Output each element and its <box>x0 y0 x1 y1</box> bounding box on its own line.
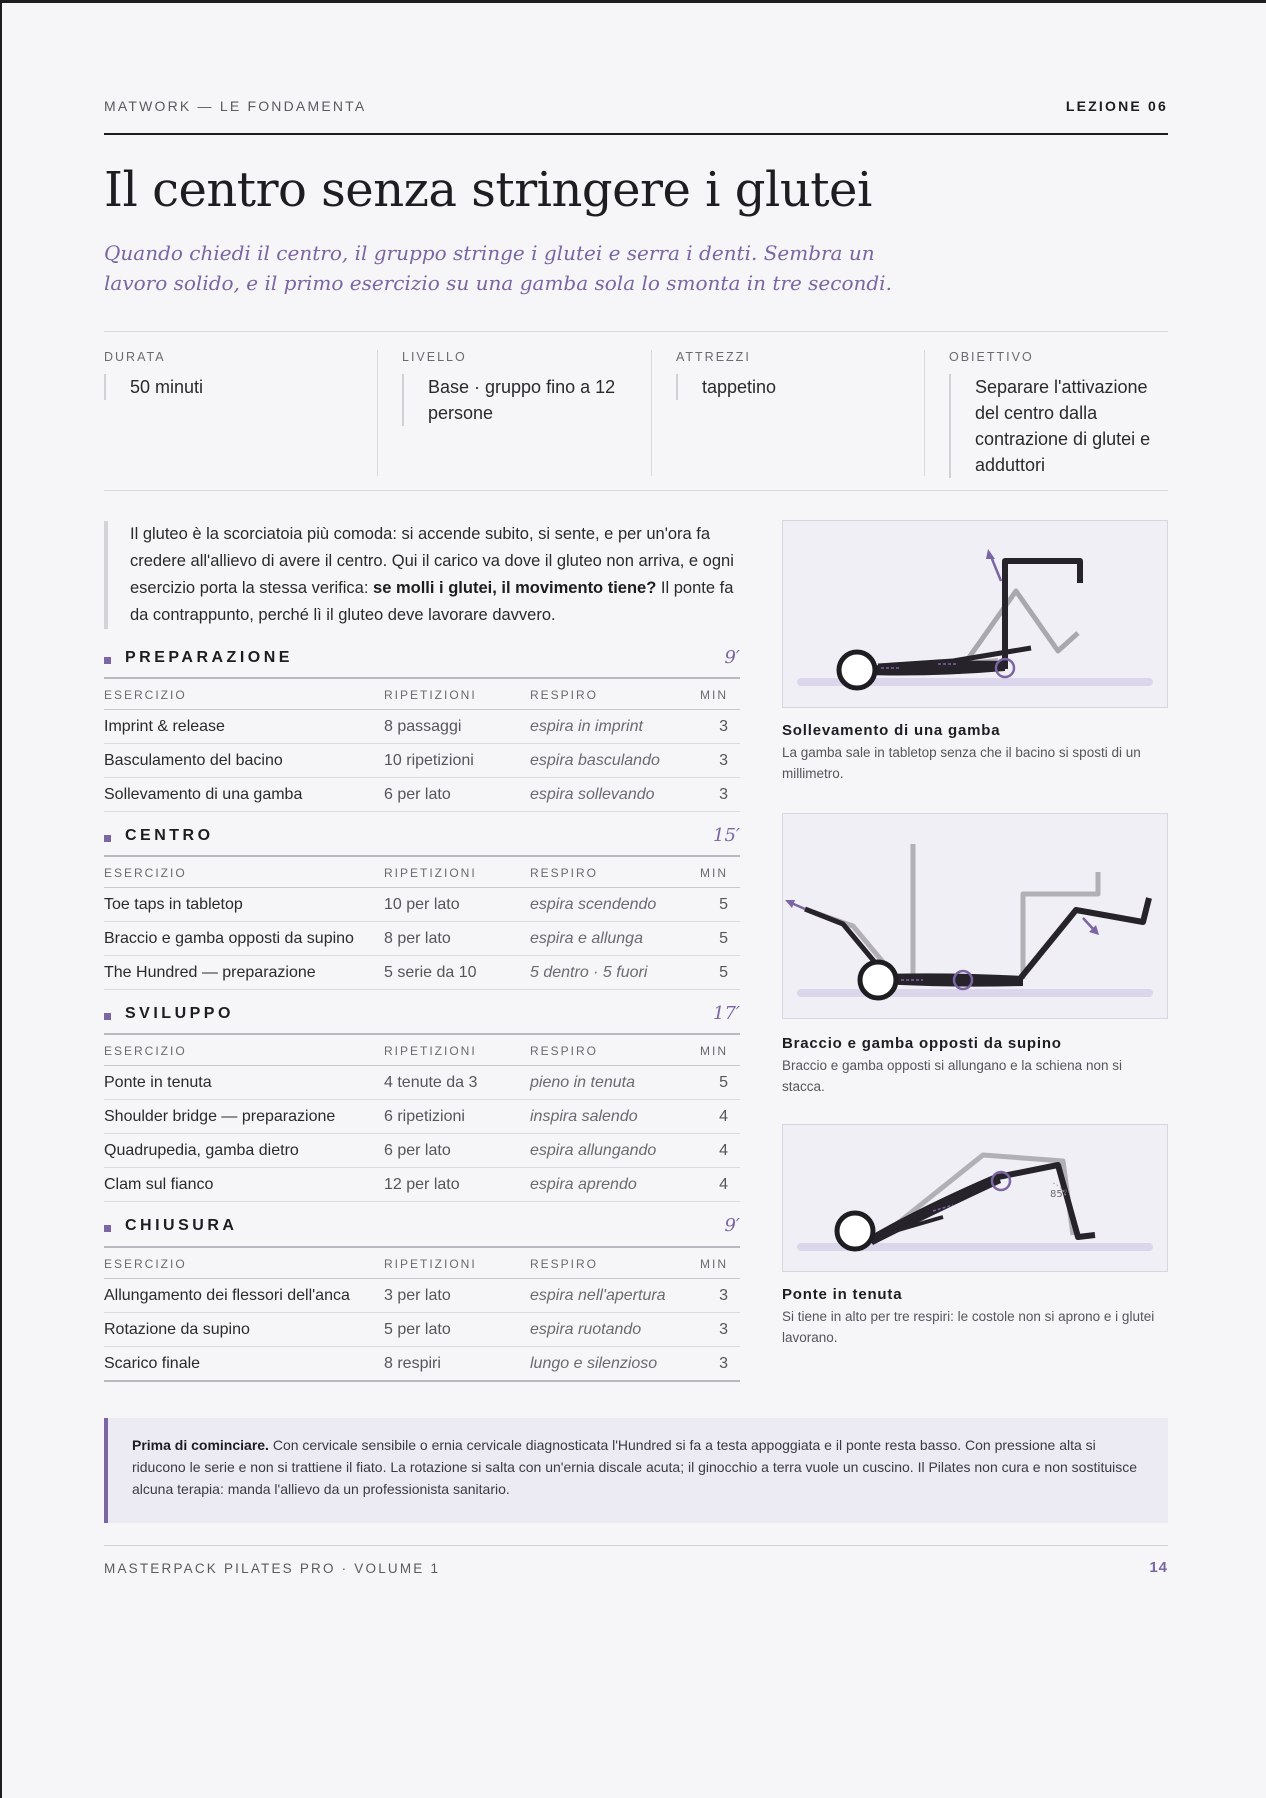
exercise-reps: 8 passaggi <box>384 718 462 735</box>
col-reps: RIPETIZIONI <box>384 1257 477 1271</box>
note-text: Con cervicale sensibile o ernia cervicale diagnosticata l'Hundred si fa a testa appoggiata e il ponte resta basso. Con pressione alta si riducono le serie e non si trattiene il fiato. La rotazione si salta con un'ernia discale acuta; il ginocchio a terra vuole un cuscino. Il Pilates non cura e non sostituisce alcuna terapia: manda l'allievo da un professionista sanitario. <box>132 1437 1138 1497</box>
exercise-name: Shoulder bridge — preparazione <box>104 1108 336 1125</box>
table-row <box>104 888 740 922</box>
meta-bar <box>104 331 1168 491</box>
table-row <box>104 1347 740 1382</box>
exercise-min: 3 <box>719 1321 728 1338</box>
page-title: Il centro senza stringere i glutei <box>104 162 872 218</box>
page-left-border <box>0 0 2 1798</box>
single-leg-lift-illustration <box>783 521 1167 707</box>
col-exercise: ESERCIZIO <box>104 688 187 702</box>
exercise-breath: espira in imprint <box>530 718 643 735</box>
meta-label: DURATA <box>104 350 166 364</box>
exercise-breath: espira e allunga <box>530 930 643 947</box>
col-exercise: ESERCIZIO <box>104 1257 187 1271</box>
meta-equipment <box>651 350 923 476</box>
section-title: PREPARAZIONE <box>125 649 293 666</box>
section-title: CHIUSURA <box>125 1217 238 1234</box>
figure-caption <box>782 722 1168 784</box>
extended-leg-icon <box>1019 898 1149 980</box>
exercise-min: 5 <box>719 964 728 981</box>
table-row <box>104 744 740 778</box>
section-minutes: 17′ <box>713 1003 740 1024</box>
exercise-min: 3 <box>719 718 728 735</box>
figure-bridge-hold <box>782 1124 1168 1272</box>
torso-icon <box>878 973 1023 986</box>
head-icon <box>837 1213 873 1249</box>
table-header <box>104 855 740 888</box>
safety-note <box>104 1418 1168 1523</box>
section-header-preparazione <box>104 647 740 675</box>
page-number: 14 <box>1149 1559 1168 1576</box>
meta-value: Base · gruppo fino a 12 persone <box>402 374 628 426</box>
exercise-min: 3 <box>719 786 728 803</box>
footer-rule <box>104 1545 1168 1546</box>
col-reps: RIPETIZIONI <box>384 688 477 702</box>
footer-publication: MASTERPACK PILATES PRO · VOLUME 1 <box>104 1561 441 1576</box>
mat-icon <box>797 989 1153 997</box>
table-row <box>104 956 740 990</box>
exercise-reps: 5 serie da 10 <box>384 964 477 981</box>
exercise-min: 3 <box>719 1287 728 1304</box>
head-icon <box>839 652 875 688</box>
col-breath: RESPIRO <box>530 866 599 880</box>
col-breath: RESPIRO <box>530 1044 599 1058</box>
table-row <box>104 1313 740 1347</box>
exercise-name: Ponte in tenuta <box>104 1074 212 1091</box>
col-breath: RESPIRO <box>530 688 599 702</box>
exercise-reps: 6 per lato <box>384 1142 451 1159</box>
table-header <box>104 1246 740 1279</box>
angle-label: 85° <box>1050 1189 1068 1200</box>
exercise-breath: espira allungando <box>530 1142 657 1159</box>
col-min: MIN <box>700 688 728 702</box>
figure-text: La gamba sale in tabletop senza che il bacino si sposti di un millimetro. <box>782 745 1141 781</box>
lesson-number: LEZIONE 06 <box>1065 98 1168 114</box>
figure-caption <box>782 1035 1168 1097</box>
exercise-reps: 3 per lato <box>384 1287 451 1304</box>
col-breath: RESPIRO <box>530 1257 599 1271</box>
table-header <box>104 677 740 710</box>
section-kicker: MATWORK — LE FONDAMENTA <box>104 98 367 114</box>
table-row <box>104 1100 740 1134</box>
exercise-name: Toe taps in tabletop <box>104 896 243 913</box>
meta-label: OBIETTIVO <box>949 350 1034 364</box>
meta-level <box>377 350 649 476</box>
exercise-breath: espira nell'apertura <box>530 1287 666 1304</box>
exercise-breath: espira aprendo <box>530 1176 637 1193</box>
table-row <box>104 1134 740 1168</box>
exercise-reps: 8 per lato <box>384 930 451 947</box>
figure-caption <box>782 1286 1168 1348</box>
table-row <box>104 1168 740 1202</box>
figure-text: Si tiene in alto per tre respiri: le costole non si aprono e i glutei lavorano. <box>782 1309 1155 1345</box>
exercise-breath: 5 dentro · 5 fuori <box>530 964 648 981</box>
opposite-arm-leg-illustration <box>783 814 1167 1018</box>
section-title: CENTRO <box>125 827 214 844</box>
intro-key-question: se molli i glutei, il movimento tiene? <box>373 579 657 597</box>
lede: Quando chiedi il centro, il gruppo stringe i glutei e serra i denti. Sembra un lavoro solido, e il primo esercizio su una gamba sola lo smonta in tre secondi. <box>104 241 892 295</box>
exercise-reps: 6 ripetizioni <box>384 1108 465 1125</box>
exercise-name: Imprint & release <box>104 718 225 735</box>
exercise-name: Clam sul fianco <box>104 1176 214 1193</box>
col-min: MIN <box>700 1044 728 1058</box>
figure-single-leg-lift <box>782 520 1168 708</box>
figure-title: Ponte in tenuta <box>782 1286 903 1303</box>
figure-title: Sollevamento di una gamba <box>782 722 1001 739</box>
exercise-breath: inspira salendo <box>530 1108 638 1125</box>
exercise-min: 5 <box>719 896 728 913</box>
exercise-breath: espira ruotando <box>530 1321 642 1338</box>
meta-label: LIVELLO <box>402 350 467 364</box>
section-marker-icon <box>104 1225 111 1232</box>
col-min: MIN <box>700 1257 728 1271</box>
exercise-reps: 8 respiri <box>384 1355 441 1372</box>
section-title: SVILUPPO <box>125 1005 234 1022</box>
section-marker-icon <box>104 1013 111 1020</box>
exercise-name: Sollevamento di una gamba <box>104 786 303 803</box>
exercise-min: 5 <box>719 930 728 947</box>
exercise-name: Braccio e gamba opposti da supino <box>104 930 354 947</box>
figure-title: Braccio e gamba opposti da supino <box>782 1035 1062 1052</box>
exercise-reps: 6 per lato <box>384 786 451 803</box>
arrowhead-icon <box>986 549 995 559</box>
header-rule <box>104 133 1168 135</box>
exercise-name: Scarico finale <box>104 1355 201 1372</box>
meta-goal <box>924 350 1168 476</box>
exercise-name: Quadrupedia, gamba dietro <box>104 1142 299 1159</box>
section-marker-icon <box>104 835 111 842</box>
exercise-min: 3 <box>719 752 728 769</box>
exercise-name: Basculamento del bacino <box>104 752 283 769</box>
bridge-hold-illustration <box>783 1125 1167 1271</box>
exercise-breath: espira basculando <box>530 752 660 769</box>
exercise-reps: 5 per lato <box>384 1321 451 1338</box>
meta-label: ATTREZZI <box>676 350 751 364</box>
table-row <box>104 710 740 744</box>
exercise-name: Rotazione da supino <box>104 1321 250 1338</box>
exercise-breath: espira sollevando <box>530 786 655 803</box>
meta-value: tappetino <box>676 374 923 400</box>
section-minutes: 9′ <box>724 647 740 668</box>
meta-duration <box>104 350 374 476</box>
exercise-breath: espira scendendo <box>530 896 657 913</box>
meta-value: Separare l'attivazione del centro dalla contrazione di glutei e adduttori <box>949 374 1161 478</box>
section-minutes: 9′ <box>724 1215 740 1236</box>
table-row <box>104 1279 740 1313</box>
head-icon <box>860 962 896 998</box>
col-reps: RIPETIZIONI <box>384 866 477 880</box>
col-exercise: ESERCIZIO <box>104 866 187 880</box>
exercise-min: 3 <box>719 1355 728 1372</box>
section-header-centro <box>104 825 740 853</box>
exercise-breath: lungo e silenzioso <box>530 1355 658 1372</box>
section-header-chiusura <box>104 1215 740 1243</box>
intro-paragraph <box>104 521 744 629</box>
col-min: MIN <box>700 866 728 880</box>
section-header-sviluppo <box>104 1003 740 1031</box>
bent-leg-icon <box>998 1165 1095 1237</box>
exercise-breath: pieno in tenuta <box>530 1074 635 1091</box>
section-minutes: 15′ <box>713 825 740 846</box>
exercise-reps: 4 tenute da 3 <box>384 1074 478 1091</box>
exercise-min: 4 <box>719 1142 728 1159</box>
table-header <box>104 1033 740 1066</box>
exercise-reps: 10 ripetizioni <box>384 752 474 769</box>
table-row <box>104 778 740 812</box>
note-heading: Prima di cominciare. <box>132 1437 269 1453</box>
section-marker-icon <box>104 657 111 664</box>
intro-text: Il gluteo è la scorciatoia più comoda: si accende subito, si sente, e per un'ora fa credere all'allievo di avere il centro. Qui il carico va dove il gluteo non arriva, e ogni esercizio porta la stessa verifica: <box>130 525 734 597</box>
exercise-reps: 12 per lato <box>384 1176 460 1193</box>
header-row <box>104 98 1168 118</box>
figure-opposite-arm-leg <box>782 813 1168 1019</box>
exercise-name: The Hundred — preparazione <box>104 964 316 981</box>
exercise-name: Allungamento dei flessori dell'anca <box>104 1287 350 1304</box>
col-exercise: ESERCIZIO <box>104 1044 187 1058</box>
table-row <box>104 1066 740 1100</box>
arrowhead-icon <box>785 900 795 908</box>
exercise-reps: 10 per lato <box>384 896 460 913</box>
table-row <box>104 922 740 956</box>
col-reps: RIPETIZIONI <box>384 1044 477 1058</box>
intro-text-end: Il ponte fa da contrappunto, perché lì il gluteo deve lavorare davvero. <box>130 579 734 624</box>
exercise-min: 4 <box>719 1108 728 1125</box>
exercise-min: 5 <box>719 1074 728 1091</box>
exercise-min: 4 <box>719 1176 728 1193</box>
meta-value: 50 minuti <box>104 374 374 400</box>
figure-text: Braccio e gamba opposti si allungano e la schiena non si stacca. <box>782 1058 1122 1094</box>
page-top-border <box>0 0 1266 3</box>
